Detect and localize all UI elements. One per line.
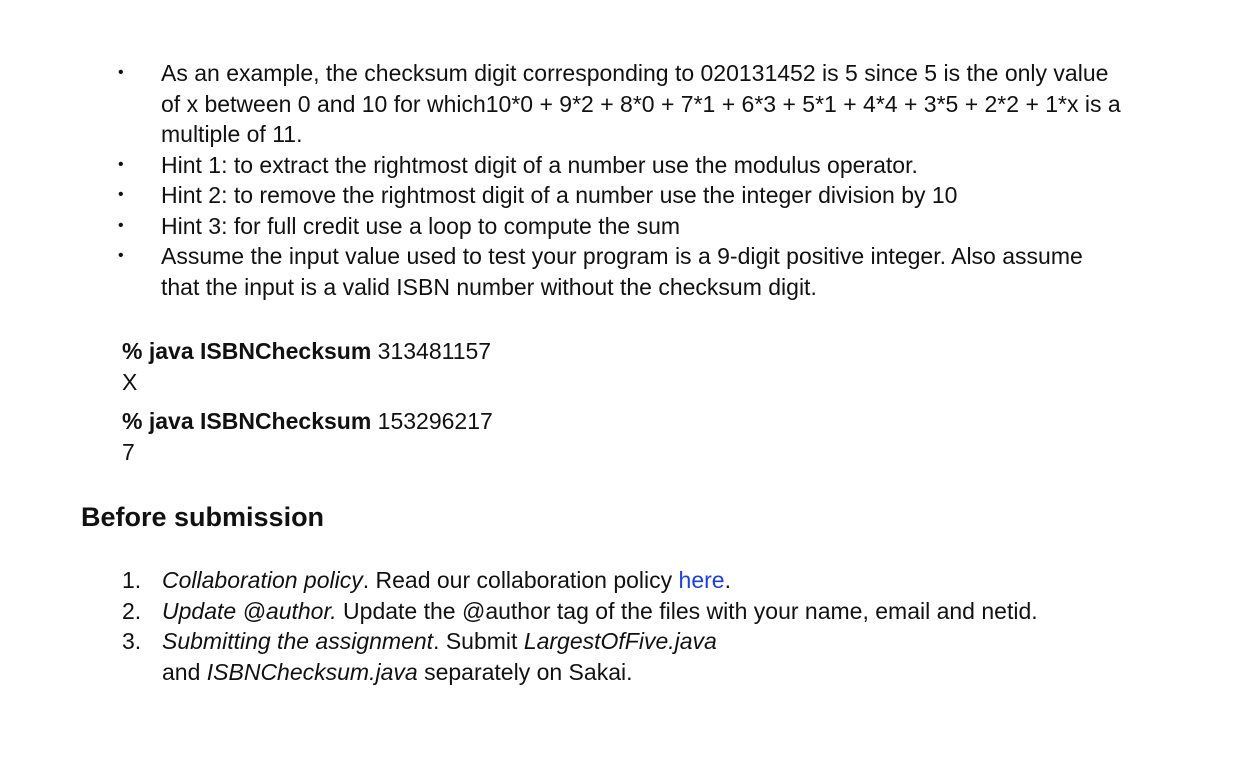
- list-item: [116, 58, 1126, 150]
- list-item: [116, 180, 1126, 211]
- bullet-icon: •: [118, 247, 124, 264]
- list-item: [116, 150, 1126, 181]
- example-run-2: [122, 406, 493, 467]
- list-item: [116, 241, 1126, 302]
- submission-steps-list: [122, 565, 1122, 687]
- file-name: LargestOfFive.java: [523, 628, 717, 654]
- step-number: 1.: [122, 567, 142, 593]
- hints-list: [116, 58, 1126, 302]
- step-title: Submitting the assignment: [162, 628, 434, 654]
- bullet-icon: •: [118, 155, 124, 173]
- command-argument: 313481157: [377, 338, 492, 364]
- hint-1-text: Hint 1: to extract the rightmost digit of a number use the modulus operator.: [161, 151, 918, 178]
- step-text: and: [162, 658, 207, 685]
- example-run-1: [122, 336, 491, 397]
- file-name: ISBNChecksum.java: [206, 658, 418, 685]
- step-number: 3.: [122, 628, 142, 654]
- command-argument: 153296217: [377, 408, 493, 434]
- step-text: . Submit: [433, 628, 524, 654]
- bullet-icon: •: [118, 64, 124, 81]
- section-heading: Before submission: [81, 502, 325, 532]
- step-tail: separately on Sakai.: [417, 658, 633, 685]
- step-number: 2.: [122, 597, 142, 624]
- step-title: Collaboration policy: [162, 567, 363, 593]
- step-title: Update @author.: [162, 597, 337, 624]
- step-tail: .: [724, 567, 731, 593]
- command-output: 7: [122, 438, 135, 465]
- step-text: Update the @author tag of the files with your name, email and netid.: [336, 597, 1038, 624]
- example-explanation-text: As an example, the checksum digit corresponding to 020131452 is 5 since 5 is the only value of x between 0 and 10 for which10*0 + 9*2 + 8*0 + 7*1 + 6*3 + 5*1 + 4*4 + 3*5 + 2*2 + 1*x is a multiple of 11.: [161, 60, 1121, 147]
- assumption-text: Assume the input value used to test your program is a 9-digit positive integer. Also assume that the input is a valid ISBN number without the checksum digit.: [161, 243, 1083, 300]
- list-item: [122, 596, 1122, 627]
- command-output: X: [122, 368, 138, 395]
- bullet-icon: •: [118, 186, 124, 203]
- hint-3-text: Hint 3: for full credit use a loop to compute the sum: [161, 212, 681, 239]
- hint-2-text: Hint 2: to remove the rightmost digit of a number use the integer division by 10: [161, 182, 958, 208]
- command-text: % java ISBNChecksum: [122, 408, 372, 434]
- collaboration-policy-link[interactable]: here: [678, 567, 725, 593]
- command-text: % java ISBNChecksum: [122, 338, 372, 364]
- command-line: [122, 336, 491, 367]
- list-item: [122, 626, 1122, 687]
- list-item: [122, 565, 1122, 596]
- bullet-icon: •: [118, 216, 124, 234]
- step-text: . Read our collaboration policy: [362, 567, 679, 593]
- command-line: [122, 406, 493, 437]
- list-item: [116, 211, 1126, 242]
